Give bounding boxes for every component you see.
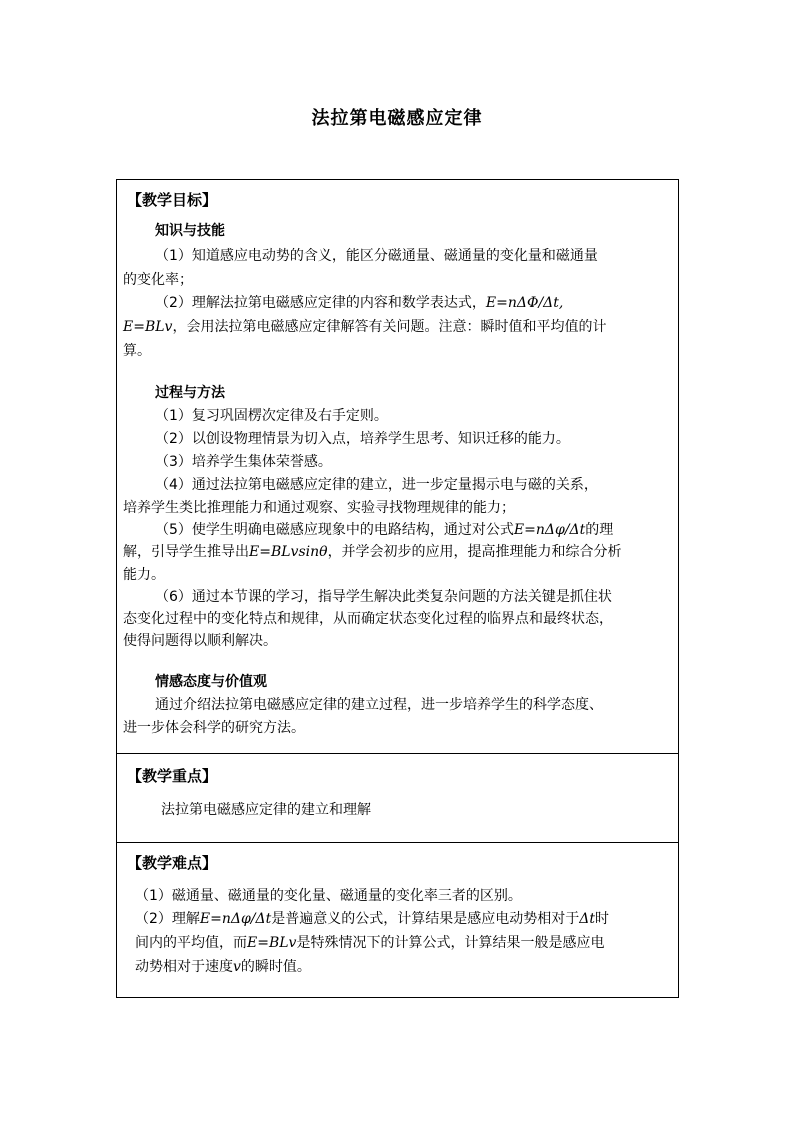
difficulties-line-3-text: 间内的平均值，而	[135, 935, 247, 951]
process-heading: 过程与方法	[155, 385, 225, 401]
key-points-cell	[117, 754, 678, 843]
process-line-8: 能力。	[123, 567, 165, 583]
attitude-line-1: 通过介绍法拉第电磁感应定律的建立过程，进一步培养学生的科学态度、	[155, 697, 603, 713]
difficulties-line-4	[135, 957, 311, 977]
formula-dt: Δt	[579, 911, 596, 927]
knowledge-line-4-text: ，会用法拉第电磁感应定律解答有关问题。注意：瞬时值和平均值的计	[172, 319, 607, 335]
process-line-6	[155, 520, 613, 540]
knowledge-heading: 知识与技能	[155, 223, 225, 239]
difficulties-line-2-tail: 时	[595, 911, 610, 927]
difficulties-line-2-mid: 是普遍意义的公式，计算结果是感应电动势相对于	[271, 911, 580, 927]
page-title: 法拉第电磁感应定律	[311, 108, 483, 129]
process-line-7	[123, 542, 622, 562]
process-line-5: 培养学生类比推理能力和通过观察、实验寻找物理规律的能力；	[123, 500, 515, 516]
formula-blv: E=BLv	[123, 319, 173, 335]
process-line-1: （1）复习巩固楞次定律及右手定则。	[155, 408, 388, 424]
attitude-line-2: 进一步体会科学的研究方法。	[123, 720, 305, 736]
difficulties-line-4-tail: 的瞬时值。	[240, 959, 311, 975]
process-line-7-tail: ，并学会初步的应用，提高推理能力和综合分析	[327, 544, 622, 560]
difficulties-line-2	[135, 909, 609, 929]
knowledge-line-3	[155, 293, 563, 313]
difficulties-line-4-text: 动势相对于速度	[135, 959, 233, 975]
process-line-7-text: 解，引导学生推导出	[123, 544, 249, 560]
key-points-heading: 【教学重点】	[127, 767, 218, 785]
difficulties-heading: 【教学难点】	[127, 854, 218, 872]
process-line-2: （2）以创设物理情景为切入点，培养学生思考、知识迁移的能力。	[155, 431, 570, 447]
formula-faraday-diff: E=nΔφ/Δt	[199, 911, 272, 927]
formula-blv-diff: E=BLv	[247, 935, 297, 951]
process-line-4: （4）通过法拉第电磁感应定律的建立，进一步定量揭示电与磁的关系，	[155, 477, 598, 493]
knowledge-line-1: （1）知道感应电动势的含义，能区分磁通量、磁通量的变化量和磁通量	[155, 248, 598, 264]
knowledge-line-4	[123, 317, 606, 337]
formula-v: v	[233, 959, 241, 975]
knowledge-line-5: 算。	[123, 343, 151, 359]
knowledge-line-3-text: （2）理解法拉第电磁感应定律的内容和数学表达式，	[155, 295, 486, 311]
attitude-heading: 情感态度与价值观	[155, 674, 267, 690]
process-line-6-text: （5）使学生明确电磁感应现象中的电路结构，通过对公式	[155, 522, 514, 538]
difficulties-line-3-tail: 是特殊情况下的计算公式，计算结果一般是感应电	[296, 935, 605, 951]
process-line-10: 态变化过程中的变化特点和规律，从而确定状态变化过程的临界点和最终状态，	[123, 611, 613, 627]
key-points-text: 法拉第电磁感应定律的建立和理解	[161, 802, 371, 818]
process-line-11: 使得问题得以顺利解决。	[123, 633, 277, 649]
formula-faraday-lower: E=nΔφ/Δt	[513, 522, 586, 538]
difficulties-line-1: （1）磁通量、磁通量的变化量、磁通量的变化率三者的区别。	[135, 888, 522, 904]
difficulties-cell	[117, 843, 678, 998]
difficulties-line-3	[135, 933, 604, 953]
difficulties-line-2-text: （2）理解	[135, 911, 200, 927]
objectives-heading: 【教学目标】	[127, 191, 218, 209]
objectives-cell	[117, 180, 678, 754]
process-line-9: （6）通过本节课的学习，指导学生解决此类复杂问题的方法关键是抓住状	[155, 589, 612, 605]
knowledge-line-2: 的变化率；	[123, 272, 193, 288]
process-line-3: （3）培养学生集体荣誉感。	[155, 454, 332, 470]
process-line-6-tail: 的理	[585, 522, 614, 538]
formula-blvsin: E=BLvsinθ	[249, 544, 328, 560]
lesson-plan-table	[116, 179, 679, 998]
formula-faraday: E=nΔΦ/Δt,	[485, 295, 564, 311]
